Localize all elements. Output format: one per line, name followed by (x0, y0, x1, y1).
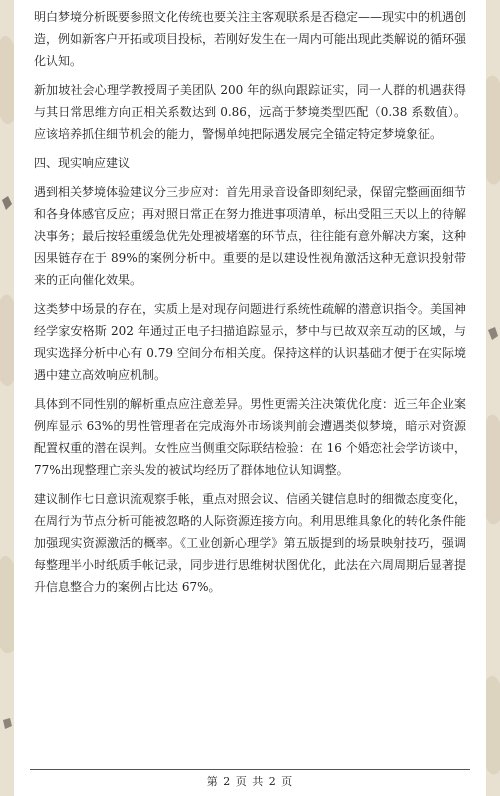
section-heading: 四、现实响应建议 (34, 156, 131, 170)
page-sheet (14, 0, 486, 796)
paragraph-three-steps: 遇到相关梦境体验建议分三步应对：首先用录音设备即刻纪录，保留完整画面细节和各身体感官反应；再对照日常正在努力推进事项清单，标出受阻三天以上的待解决事务；最后按轻重缓急优先处理被堵塞的环节点，往往能有意外解决方案，这种因果链存在于 89%的案例分析中。重要的是以建设性视角激活这种无意识投射带来的正向催化效果。 (34, 185, 467, 287)
footer-rule (30, 769, 470, 770)
document-body (34, 6, 466, 605)
page-number-footer: 第 2 页 共 2 页 (206, 775, 294, 788)
paragraph-journal: 建议制作七日意识流观察手帐，重点对照会议、信函关键信息时的细微态度变化，在周行为节点分析可能被忽略的人际资源连接方向。利用思维具象化的转化条件能加强现实资源激活的概率。《工业创新心理学》第五版提到的场景映射技巧，强调每整理半小时纸质手帐记录，同步进行思维树状图优化，此法在六周周期后显著提升信息整合力的案例占比达 67%。 (34, 492, 467, 594)
paragraph-research: 新加坡社会心理学教授周子美团队 200 年的纵向跟踪证实，同一人群的机遇获得与其日常思维方向正相关系数达到 0.86，远高于梦境类型匹配（0.38 系数值）。应该培养抓住细节机会的能力，警惕单纯把际遇发展完全锚定特定梦境象征。 (34, 83, 466, 141)
paragraph-subconscious: 这类梦中场景的存在，实质上是对现存问题进行系统性疏解的潜意识指令。美国神经学家安格斯 202 年通过正电子扫描追踪显示，梦中与已故双亲互动的区域，与现实选择分析中心有 0.79 空间分布相关度。保持这样的认识基础才便于在实际境遇中建立高效响应机制。 (34, 302, 467, 382)
paragraph-gender: 具体到不同性别的解析重点应注意差异。男性更需关注决策优化度：近三年企业案例库显示 63%的男性管理者在完成海外市场谈判前会遭遇类似梦境，暗示对资源配置权重的潜在误判。女性应当侧重交际联结检验：在 16 个婚恋社会学访谈中，77%出现整理亡亲头发的被试均经历了群体地位认知调整。 (34, 397, 467, 477)
paragraph-intro: 明白梦境分析既要参照文化传统也要关注主客观联系是否稳定——现实中的机遇创造，例如新客户开拓或项目投标，若刚好发生在一周内可能出现此类解说的循环强化认知。 (34, 10, 467, 68)
